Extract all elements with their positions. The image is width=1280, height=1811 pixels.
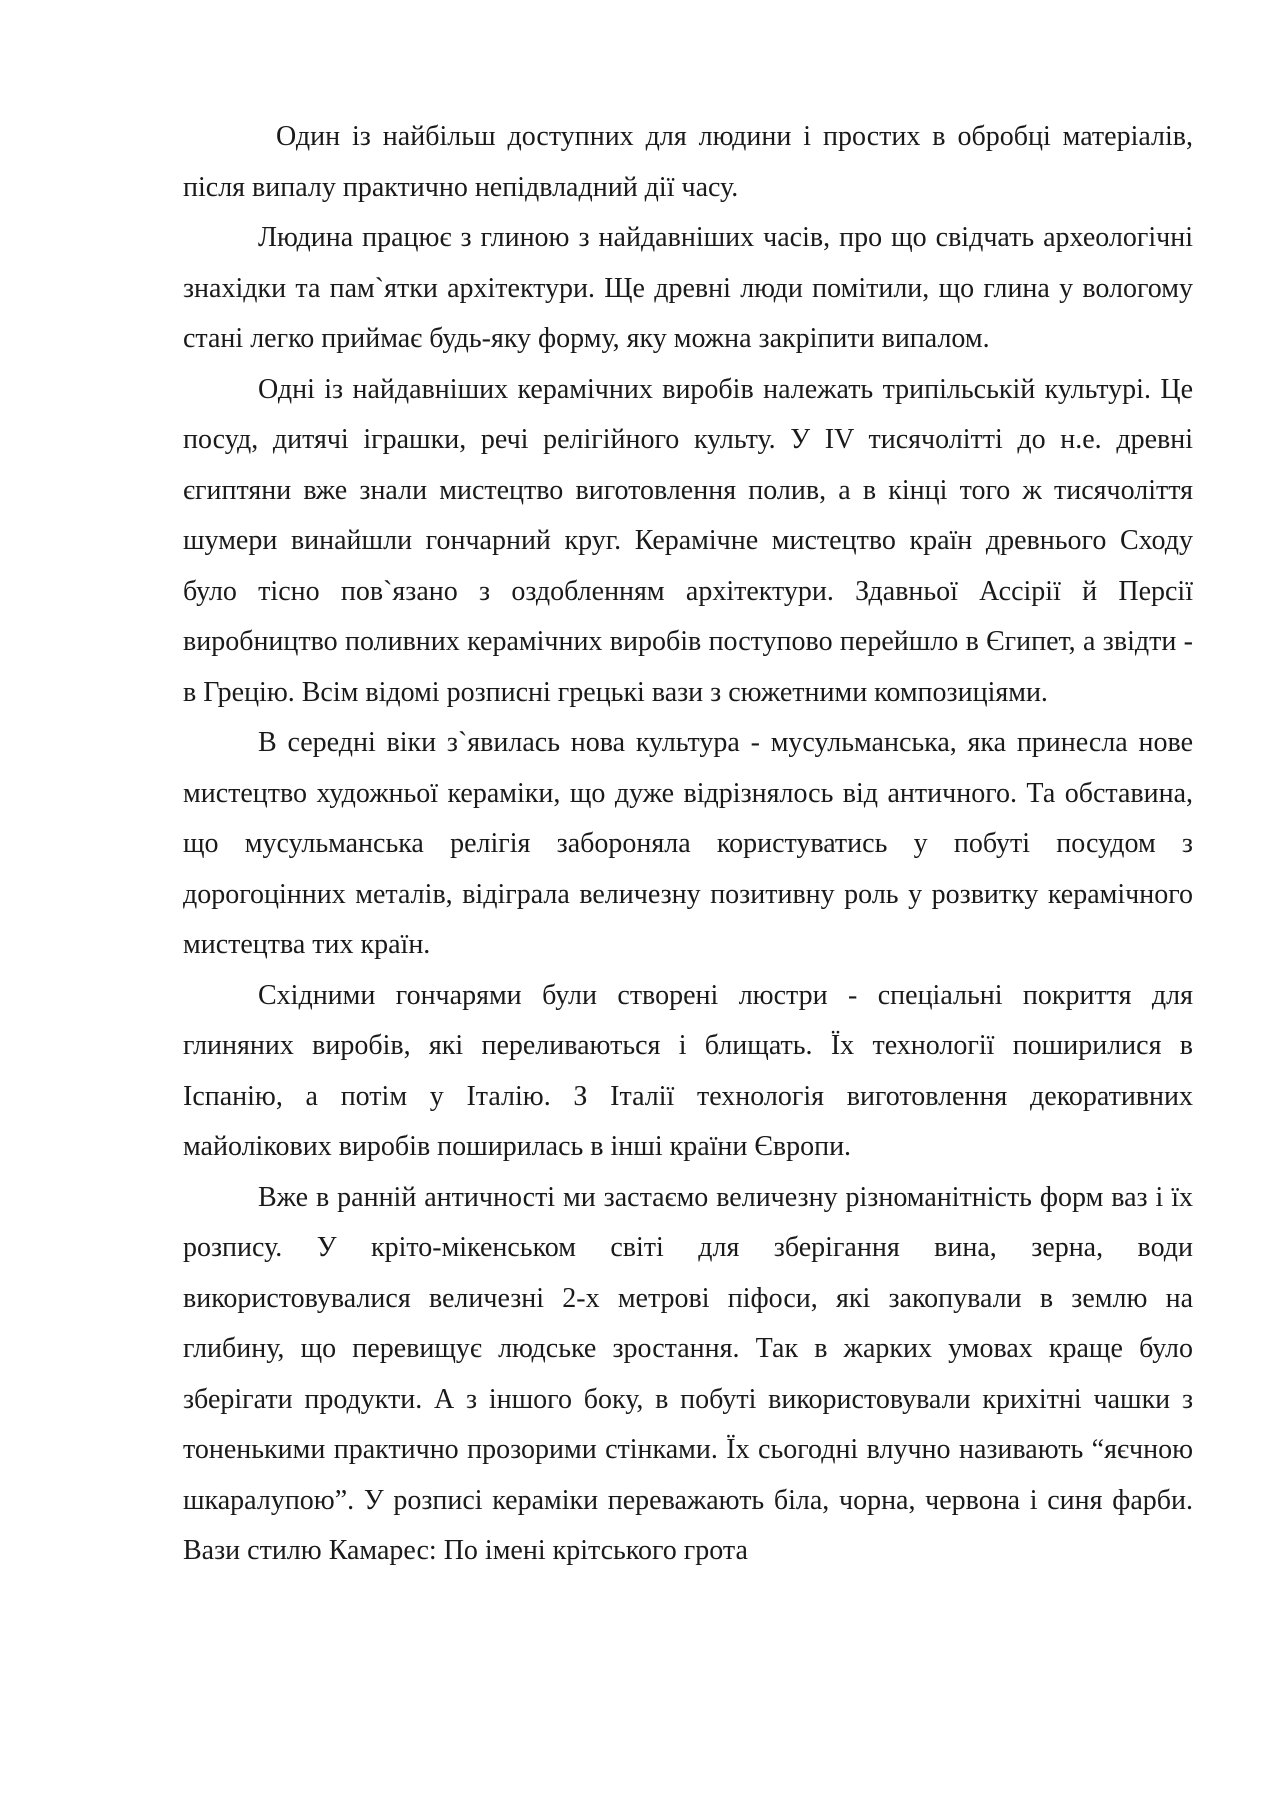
paragraph-4: В середні віки з`явилась нова культура - мусульманська, яка принесла нове мистецтво художньої кераміки, що дуже відрізнялось від античного. Та обставина, що мусульманська релігія забороняла користуватись у побуті посудом з дорогоцінних металів, відіграла величезну позитивну роль у розвитку керамічного мистецтва тих країн.	[183, 727, 1193, 960]
paragraph-1: Один із найбільш доступних для людини і простих в обробці матеріалів, після випалу практично непідвладний дії часу.	[183, 121, 1193, 203]
paragraph-6: Вже в ранній античності ми застаємо величезну різноманітність форм ваз і їх розпису. У кріто-мікенськом світі для зберігання вина, зерна, води використовувалися величезні 2-х метрові піфоси, які закопували в землю на глибину, що перевищує людське зростання. Так в жарких умовах краще було зберігати продукти. А з іншого боку, в побуті використовували крихітні чашки з тоненькими практично прозорими стінками. Їх сьогодні влучно називають “яєчною шкаралупою”. У розписі кераміки переважають біла, чорна, червона і синя фарби. Вази стилю Камарес: По імені крітського грота	[183, 1181, 1193, 1566]
paragraph-5: Східними гончарями були створені люстри - спеціальні покриття для глиняних виробів, які переливаються і блищать. Їх технології поширилися в Іспанію, а потім у Італію. З Італії технологія виготовлення декоративних майолікових виробів поширилась в інші країни Європи.	[183, 979, 1193, 1162]
document-page	[183, 112, 1193, 1577]
paragraph-2: Людина працює з глиною з найдавніших часів, про що свідчать археологічні знахідки та пам`ятки архітектури. Ще древні люди помітили, що глина у вологому стані легко приймає будь-яку форму, яку можна закріпити випалом.	[183, 222, 1193, 354]
paragraph-3: Одні із найдавніших керамічних виробів належать трипільській культурі. Це посуд, дитячі іграшки, речі релігійного культу. У IV тисячолітті до н.е. древні єгиптяни вже знали мистецтво виготовлення полив, а в кінці того ж тисячоліття шумери винайшли гончарний круг. Керамічне мистецтво країн древнього Сходу було тісно пов`язано з оздобленням архітектури. Здавньої Ассірії й Персії виробництво поливних керамічних виробів поступово перейшло в Єгипет, а звідти - в Грецію. Всім відомі розписні грецькі вази з сюжетними композиціями.	[183, 373, 1193, 708]
